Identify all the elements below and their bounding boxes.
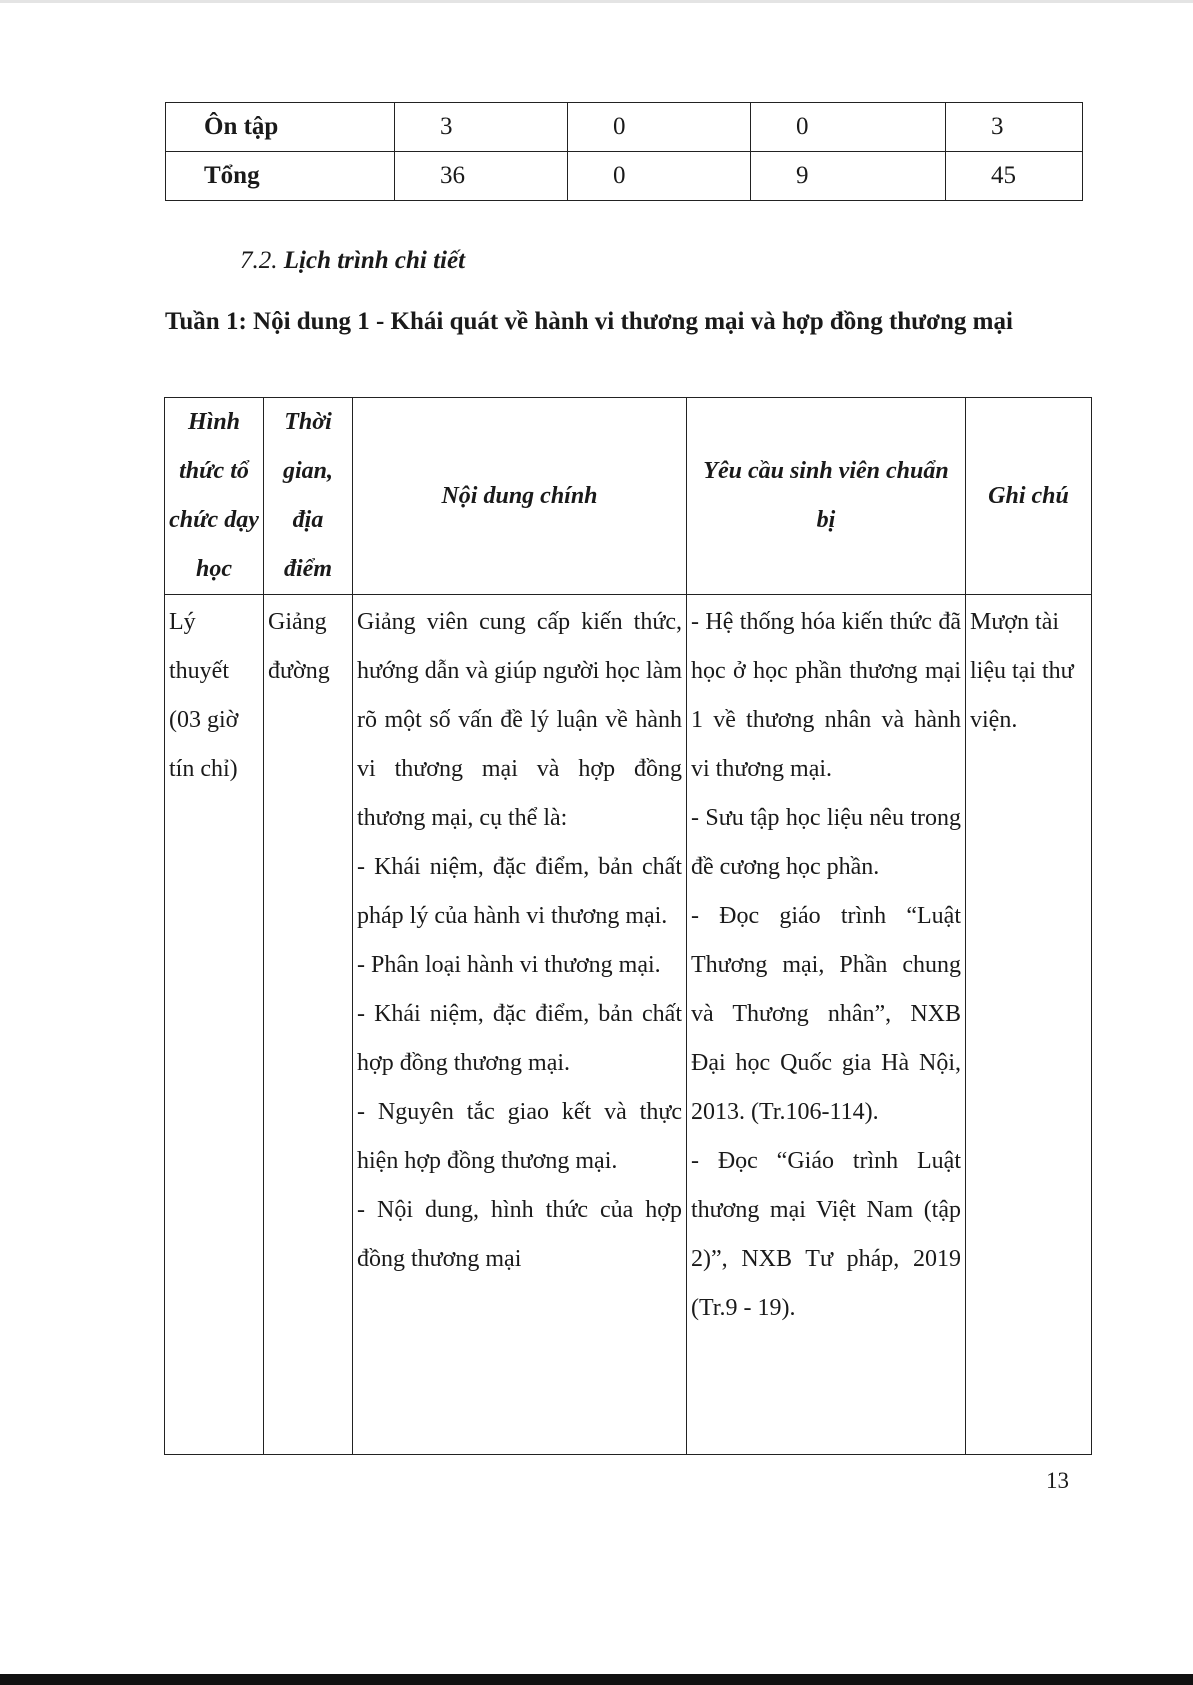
content-bullet: - Khái niệm, đặc điểm, bản chất pháp lý của hành vi thương mại. [357,854,682,929]
content-bullet: - Khái niệm, đặc điểm, bản chất hợp đồng thương mại. [357,1001,682,1076]
header-student-prep: Yêu cầu sinh viên chuẩn bị [687,398,966,595]
cell-notes: Mượn tài liệu tại thư viện. [966,595,1092,1455]
cell-value: 45 [946,152,1083,201]
cell-value: 9 [751,152,946,201]
cell-value: 36 [395,152,568,201]
scan-top-edge [0,0,1193,3]
cell-value: 3 [946,103,1083,152]
prep-bullet: - Sưu tập học liệu nêu trong đề cương học phần. [691,805,961,880]
prep-bullet: - Đọc “Giáo trình Luật thương mại Việt Nam (tập 2)”, NXB Tư pháp, 2019 (Tr.9 - 19). [691,1148,961,1321]
section-title-text: Lịch trình chi tiết [283,247,466,274]
header-main-content: Nội dung chính [353,398,687,595]
cell-main-content [353,595,687,1455]
cell-value: 3 [395,103,568,152]
schedule-table [164,397,1092,1455]
cell-value: 0 [568,152,751,201]
prep-bullet: - Đọc giáo trình “Luật Thương mại, Phần chung và Thương nhân”, NXB Đại học Quốc gia Hà Nội, 2013. (Tr.106-114). [691,903,961,1125]
section-heading [240,247,465,275]
section-number: 7.2. [240,247,278,274]
week-heading: Tuần 1: Nội dung 1 - Khái quát về hành vi thương mại và hợp đồng thương mại [165,308,1013,335]
header-row [165,398,1092,595]
table-row [165,595,1092,1455]
prep-bullet: - Hệ thống hóa kiến thức đã học ở học phần thương mại 1 về thương nhân và hành vi thương mại. [691,609,961,782]
page-number: 13 [1046,1468,1069,1493]
header-teaching-form: Hình thức tổ chức dạy học [165,398,264,595]
row-label: Tổng [166,152,395,201]
content-bullet: - Nội dung, hình thức của hợp đồng thương mại [357,1197,682,1272]
scan-bottom-edge [0,1674,1193,1685]
cell-time-place: Giảng đường [264,595,353,1455]
cell-value: 0 [568,103,751,152]
content-bullet: - Nguyên tắc giao kết và thực hiện hợp đồng thương mại. [357,1099,682,1174]
cell-teaching-form: Lý thuyết (03 giờ tín chỉ) [165,595,264,1455]
content-paragraph: Giảng viên cung cấp kiến thức, hướng dẫn và giúp người học làm rõ một số vấn đề lý luận về hành vi thương mại và hợp đồng thương mại, cụ thể là: [357,609,682,831]
table-row [166,152,1083,201]
content-bullet: - Phân loại hành vi thương mại. [357,952,661,978]
header-time-place: Thời gian, địa điểm [264,398,353,595]
summary-table [165,102,1083,201]
table-row [166,103,1083,152]
row-label: Ôn tập [166,103,395,152]
cell-student-prep [687,595,966,1455]
header-notes: Ghi chú [966,398,1092,595]
cell-value: 0 [751,103,946,152]
